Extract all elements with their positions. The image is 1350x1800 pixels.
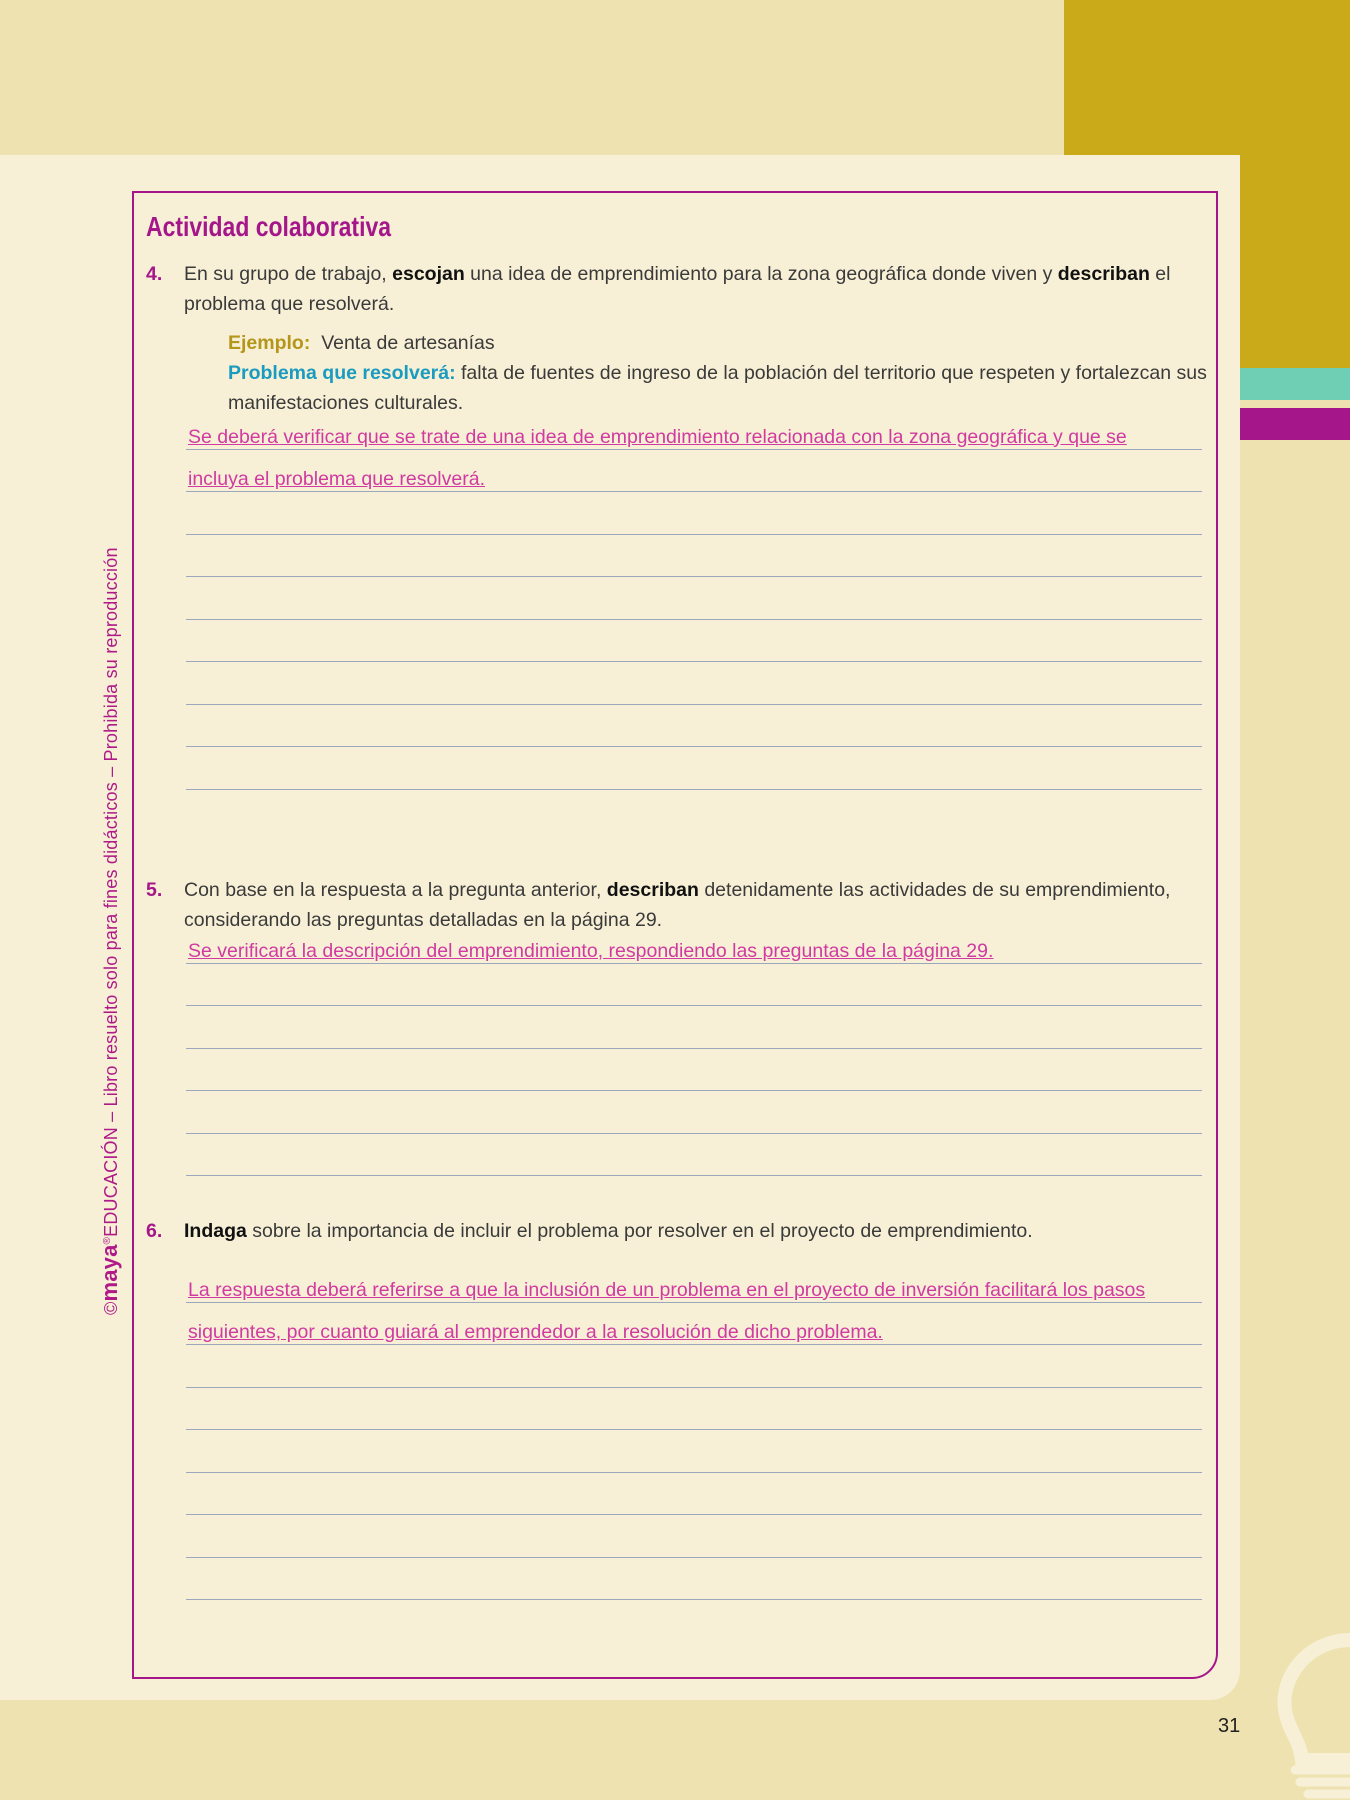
- decorative-magenta-strip: [1240, 408, 1350, 440]
- problem-value: falta de fuentes de ingreso de la población del territorio que respeten y fortalezcan sus manifestaciones culturales.: [228, 362, 1207, 414]
- question-number: 4.: [146, 263, 163, 285]
- credit-text: EDUCACIÓN – Libro resuelto solo para fines didácticos – Prohibida su reproducción: [101, 547, 121, 1237]
- answer-line[interactable]: [186, 450, 1202, 493]
- example-label: Ejemplo:: [228, 332, 311, 354]
- answer-line[interactable]: [186, 407, 1202, 450]
- text-segment: sobre la importancia de incluir el problema por resolver en el proyecto de emprendimiento.: [246, 1220, 1033, 1242]
- answer-line[interactable]: [186, 1006, 1202, 1049]
- question-number: 5.: [146, 879, 163, 901]
- answer-line[interactable]: [186, 1515, 1202, 1558]
- side-credit: [97, 547, 123, 1315]
- lightbulb-icon: [1240, 1630, 1350, 1800]
- answer-line[interactable]: [186, 620, 1202, 663]
- question-6: [146, 1216, 1212, 1246]
- answer-line[interactable]: [186, 577, 1202, 620]
- question-4: [146, 259, 1212, 319]
- answer-line[interactable]: [186, 1430, 1202, 1473]
- answer-lines-q4: [186, 407, 1202, 790]
- answer-line[interactable]: [186, 1091, 1202, 1134]
- answer-line[interactable]: [186, 662, 1202, 705]
- answer-line[interactable]: [186, 1345, 1202, 1388]
- answer-line[interactable]: [186, 747, 1202, 790]
- answer-line[interactable]: [186, 1388, 1202, 1431]
- answer-line[interactable]: [186, 1303, 1202, 1346]
- answer-line[interactable]: [186, 1558, 1202, 1601]
- answer-text: Se deberá verificar que se trate de una idea de emprendimiento relacionada con la zona geográfica y que se: [188, 425, 1127, 448]
- text-segment: detenidamente las actividades de su emprendimiento, considerando las preguntas detalladas en la página 29.: [184, 879, 1171, 931]
- answer-line[interactable]: [186, 1049, 1202, 1092]
- text-segment: el problema que resolverá.: [184, 263, 1171, 315]
- bold-verb: describan: [1057, 263, 1150, 285]
- answer-line[interactable]: [186, 1260, 1202, 1303]
- answer-text: Se verificará la descripción del emprendimiento, respondiendo las preguntas de la página 29.: [188, 939, 994, 962]
- answer-text: La respuesta deberá referirse a que la inclusión de un problema en el proyecto de inversión facilitará los pasos: [188, 1278, 1146, 1301]
- registered-mark: ®: [102, 1236, 113, 1245]
- answer-line[interactable]: [186, 921, 1202, 964]
- answer-lines-q5: [186, 921, 1202, 1176]
- example-line: [228, 328, 1208, 358]
- text-segment: En su grupo de trabajo,: [184, 263, 393, 285]
- copyright-symbol: ©: [101, 1301, 121, 1315]
- activity-box: [132, 191, 1218, 1679]
- answer-text: siguientes, por cuanto guiará al emprendedor a la resolución de dicho problema.: [188, 1321, 883, 1343]
- bold-verb: Indaga: [184, 1220, 247, 1242]
- text-segment: una idea de emprendimiento para la zona geográfica donde viven y: [464, 263, 1058, 285]
- answer-line[interactable]: [186, 964, 1202, 1007]
- example-value: Venta de artesanías: [321, 332, 495, 354]
- brand-logo: maya: [97, 1244, 122, 1302]
- activity-title: Actividad colaborativa: [146, 211, 391, 242]
- answer-text: incluya el problema que resolverá.: [188, 468, 485, 490]
- question-text: [184, 259, 1212, 319]
- decorative-teal-strip: [1240, 368, 1350, 400]
- question-text: [184, 1216, 1212, 1246]
- problem-label: Problema que resolverá:: [228, 362, 456, 384]
- answer-line[interactable]: [186, 1134, 1202, 1177]
- bold-verb: describan: [606, 879, 699, 901]
- answer-line[interactable]: [186, 492, 1202, 535]
- text-segment: Con base en la respuesta a la pregunta anterior,: [184, 879, 607, 901]
- answer-line[interactable]: [186, 1473, 1202, 1516]
- question-number: 6.: [146, 1220, 163, 1242]
- answer-line[interactable]: [186, 705, 1202, 748]
- answer-lines-q6: [186, 1260, 1202, 1600]
- example-block: [228, 328, 1208, 418]
- bold-verb: escojan: [392, 263, 465, 285]
- answer-line[interactable]: [186, 535, 1202, 578]
- page-number: 31: [1218, 1715, 1241, 1737]
